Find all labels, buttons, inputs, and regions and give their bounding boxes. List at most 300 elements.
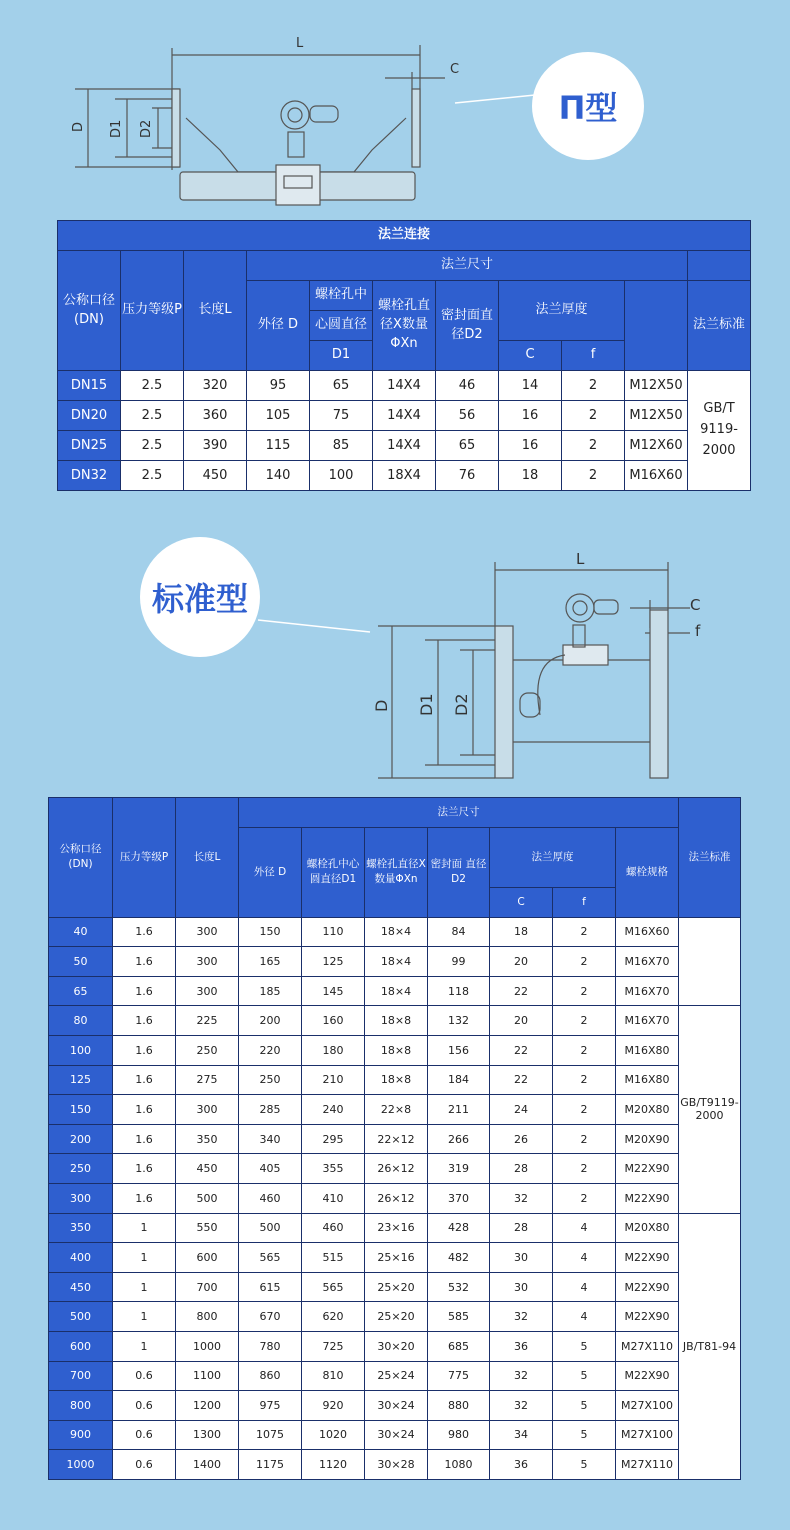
cell-f: 2 — [562, 371, 625, 401]
cell-length: 1300 — [176, 1420, 239, 1450]
cell-length: 250 — [176, 1035, 239, 1065]
cell-dn: 1000 — [49, 1450, 113, 1480]
cell-outer-d: 150 — [239, 917, 302, 947]
table-row — [49, 947, 741, 977]
cell-bolt-spec: M20X90 — [616, 1124, 679, 1154]
cell-dn: 600 — [49, 1331, 113, 1361]
cell-d1: 410 — [302, 1183, 365, 1213]
cell-f: 2 — [553, 1035, 616, 1065]
header-d1-c: D1 — [310, 341, 373, 371]
header-dn: 公称口径(DN) — [49, 798, 113, 918]
cell-standard — [679, 917, 741, 1006]
cell-d1: 355 — [302, 1154, 365, 1184]
cell-outer-d: 250 — [239, 1065, 302, 1095]
cell-length: 700 — [176, 1272, 239, 1302]
cell-c: 16 — [499, 431, 562, 461]
dim-D1: D1 — [417, 693, 436, 716]
cell-length: 360 — [184, 401, 247, 431]
cell-dn: 100 — [49, 1035, 113, 1065]
cell-d1: 565 — [302, 1272, 365, 1302]
cell-outer-d: 460 — [239, 1183, 302, 1213]
cell-d1: 725 — [302, 1331, 365, 1361]
cell-bolt-hole: 14X4 — [373, 431, 436, 461]
cell-c: 32 — [490, 1183, 553, 1213]
cell-seal-d2: 532 — [428, 1272, 490, 1302]
header-pressure: 压力等级P — [113, 798, 176, 918]
cell-seal-d2: 775 — [428, 1361, 490, 1391]
cell-bolt-hole: 25×20 — [365, 1302, 428, 1332]
cell-pressure: 1 — [113, 1213, 176, 1243]
cell-dn: 900 — [49, 1420, 113, 1450]
cell-length: 300 — [176, 917, 239, 947]
cell-pressure: 2.5 — [121, 461, 184, 491]
cell-bolt-hole: 18×4 — [365, 976, 428, 1006]
cell-dn: 700 — [49, 1361, 113, 1391]
cell-c: 30 — [490, 1272, 553, 1302]
cell-d1: 100 — [310, 461, 373, 491]
cell-d1: 240 — [302, 1095, 365, 1125]
header-outer-d: 外径 D — [247, 281, 310, 371]
cell-outer-d: 200 — [239, 1006, 302, 1036]
cell-seal-d2: 428 — [428, 1213, 490, 1243]
cell-seal-d2: 1080 — [428, 1450, 490, 1480]
cell-f: 5 — [553, 1450, 616, 1480]
cell-d1: 920 — [302, 1391, 365, 1421]
dim-D2: D2 — [452, 693, 471, 716]
cell-pressure: 1.6 — [113, 917, 176, 947]
cell-bolt-hole: 18×4 — [365, 917, 428, 947]
cell-pressure: 2.5 — [121, 431, 184, 461]
cell-outer-d: 340 — [239, 1124, 302, 1154]
cell-pressure: 1.6 — [113, 1124, 176, 1154]
cell-seal-d2: 46 — [436, 371, 499, 401]
header-thickness: 法兰厚度 — [499, 281, 625, 341]
cell-d1: 180 — [302, 1035, 365, 1065]
header-flange-size: 法兰尺寸 — [239, 798, 679, 828]
cell-c: 26 — [490, 1124, 553, 1154]
cell-c: 16 — [499, 401, 562, 431]
header-c: C — [490, 888, 553, 918]
cell-length: 500 — [176, 1183, 239, 1213]
cell-dn: 400 — [49, 1243, 113, 1273]
cell-f: 5 — [553, 1331, 616, 1361]
cell-dn: 50 — [49, 947, 113, 977]
cell-f: 2 — [553, 1154, 616, 1184]
cell-bolt-spec: M16X60 — [625, 461, 688, 491]
table-row — [49, 1243, 741, 1273]
cell-c: 22 — [490, 976, 553, 1006]
header-standard: 法兰标准 — [688, 281, 751, 371]
header-bolt-spec: 螺栓规格 — [616, 828, 679, 918]
cell-d1: 125 — [302, 947, 365, 977]
cell-bolt-hole: 26×12 — [365, 1154, 428, 1184]
cell-bolt-hole: 25×24 — [365, 1361, 428, 1391]
dim-D1: D1 — [109, 119, 124, 138]
cell-dn: 200 — [49, 1124, 113, 1154]
cell-d1: 1120 — [302, 1450, 365, 1480]
header-thickness: 法兰厚度 — [490, 828, 616, 888]
cell-dn: 350 — [49, 1213, 113, 1243]
cell-f: 2 — [562, 461, 625, 491]
cell-f: 5 — [553, 1361, 616, 1391]
cell-c: 28 — [490, 1154, 553, 1184]
table-row — [58, 371, 751, 401]
cell-bolt-spec: M27X100 — [616, 1391, 679, 1421]
header-standard: 法兰标准 — [679, 798, 741, 918]
cell-bolt-spec: M16X80 — [616, 1035, 679, 1065]
cell-bolt-spec: M16X70 — [616, 947, 679, 977]
cell-f: 2 — [553, 1124, 616, 1154]
cell-seal-d2: 184 — [428, 1065, 490, 1095]
header-seal-d2: 密封面 直径D2 — [428, 828, 490, 918]
cell-bolt-hole: 30×24 — [365, 1420, 428, 1450]
cell-pressure: 1.6 — [113, 1095, 176, 1125]
cell-d1: 75 — [310, 401, 373, 431]
dim-L: L — [296, 36, 304, 51]
cell-dn: 150 — [49, 1095, 113, 1125]
cell-bolt-hole: 26×12 — [365, 1183, 428, 1213]
cell-pressure: 1.6 — [113, 1035, 176, 1065]
cell-d1: 145 — [302, 976, 365, 1006]
cell-c: 18 — [499, 461, 562, 491]
cell-seal-d2: 370 — [428, 1183, 490, 1213]
cell-d1: 160 — [302, 1006, 365, 1036]
cell-length: 450 — [176, 1154, 239, 1184]
cell-pressure: 1 — [113, 1302, 176, 1332]
cell-bolt-hole: 18×4 — [365, 947, 428, 977]
table-row — [49, 1420, 741, 1450]
cell-bolt-spec: M16X70 — [616, 976, 679, 1006]
cell-f: 2 — [553, 947, 616, 977]
dim-L: L — [576, 550, 585, 568]
cell-f: 2 — [562, 431, 625, 461]
cell-d1: 810 — [302, 1361, 365, 1391]
cell-bolt-spec: M16X80 — [616, 1065, 679, 1095]
cell-bolt-spec: M16X60 — [616, 917, 679, 947]
table-row — [49, 1302, 741, 1332]
cell-pressure: 0.6 — [113, 1450, 176, 1480]
dim-f: f — [695, 622, 701, 640]
header-pressure: 压力等级P — [121, 251, 184, 371]
cell-pressure: 0.6 — [113, 1420, 176, 1450]
cell-dn: 800 — [49, 1391, 113, 1421]
cell-seal-d2: 585 — [428, 1302, 490, 1332]
cell-outer-d: 780 — [239, 1331, 302, 1361]
cell-length: 275 — [176, 1065, 239, 1095]
cell-bolt-hole: 18×8 — [365, 1065, 428, 1095]
header-flange-size: 法兰尺寸 — [247, 251, 688, 281]
cell-bolt-spec: M22X90 — [616, 1361, 679, 1391]
cell-seal-d2: 99 — [428, 947, 490, 977]
table-row — [58, 461, 751, 491]
cell-bolt-hole: 30×28 — [365, 1450, 428, 1480]
cell-outer-d: 165 — [239, 947, 302, 977]
cell-length: 320 — [184, 371, 247, 401]
cell-bolt-spec: M27X110 — [616, 1331, 679, 1361]
cell-seal-d2: 84 — [428, 917, 490, 947]
cell-length: 450 — [184, 461, 247, 491]
table-row — [49, 976, 741, 1006]
dim-D2: D2 — [139, 119, 154, 138]
header-bolt-hole: 螺栓孔直径X数量ΦXn — [365, 828, 428, 918]
cell-length: 800 — [176, 1302, 239, 1332]
table-row — [49, 1095, 741, 1125]
cell-pressure: 2.5 — [121, 401, 184, 431]
cell-f: 4 — [553, 1302, 616, 1332]
table-row — [49, 917, 741, 947]
cell-seal-d2: 132 — [428, 1006, 490, 1036]
cell-d1: 65 — [310, 371, 373, 401]
header-empty — [688, 251, 751, 281]
cell-f: 5 — [553, 1420, 616, 1450]
header-length: 长度L — [184, 251, 247, 371]
header-f: f — [553, 888, 616, 918]
cell-outer-d: 115 — [247, 431, 310, 461]
cell-pressure: 1.6 — [113, 947, 176, 977]
dim-D: D — [71, 121, 86, 132]
cell-bolt-hole: 25×16 — [365, 1243, 428, 1273]
cell-bolt-hole: 14X4 — [373, 371, 436, 401]
cell-length: 300 — [176, 947, 239, 977]
cell-dn: 65 — [49, 976, 113, 1006]
flange-connection-table — [57, 220, 751, 491]
cell-dn: 300 — [49, 1183, 113, 1213]
cell-length: 550 — [176, 1213, 239, 1243]
cell-seal-d2: 76 — [436, 461, 499, 491]
table-row — [49, 1154, 741, 1184]
header-bolt-spec — [625, 281, 688, 371]
cell-outer-d: 220 — [239, 1035, 302, 1065]
header-c: C — [499, 341, 562, 371]
cell-seal-d2: 56 — [436, 401, 499, 431]
cell-outer-d: 95 — [247, 371, 310, 401]
cell-f: 2 — [553, 976, 616, 1006]
cell-pressure: 1.6 — [113, 976, 176, 1006]
cell-c: 24 — [490, 1095, 553, 1125]
cell-pressure: 0.6 — [113, 1361, 176, 1391]
table-row — [49, 1065, 741, 1095]
cell-bolt-hole: 23×16 — [365, 1213, 428, 1243]
cell-seal-d2: 482 — [428, 1243, 490, 1273]
cell-outer-d: 185 — [239, 976, 302, 1006]
cell-bolt-spec: M12X50 — [625, 371, 688, 401]
cell-bolt-hole: 25×20 — [365, 1272, 428, 1302]
cell-c: 36 — [490, 1450, 553, 1480]
table-row — [49, 1272, 741, 1302]
cell-seal-d2: 980 — [428, 1420, 490, 1450]
header-seal-d2: 密封面直径D2 — [436, 281, 499, 371]
cell-bolt-hole: 18×8 — [365, 1006, 428, 1036]
table-row — [49, 1183, 741, 1213]
header-bolt-hole: 螺栓孔直径X数量ΦXn — [373, 281, 436, 371]
cell-d1: 85 — [310, 431, 373, 461]
cell-outer-d: 1075 — [239, 1420, 302, 1450]
cell-length: 1000 — [176, 1331, 239, 1361]
cell-dn: 450 — [49, 1272, 113, 1302]
cell-dn: 80 — [49, 1006, 113, 1036]
cell-f: 4 — [553, 1272, 616, 1302]
cell-dn: 500 — [49, 1302, 113, 1332]
cell-outer-d: 105 — [247, 401, 310, 431]
cell-dn: 125 — [49, 1065, 113, 1095]
cell-seal-d2: 319 — [428, 1154, 490, 1184]
cell-f: 5 — [553, 1391, 616, 1421]
cell-dn: DN32 — [58, 461, 121, 491]
cell-seal-d2: 211 — [428, 1095, 490, 1125]
cell-c: 20 — [490, 947, 553, 977]
pi-type-badge: Π型 — [532, 52, 644, 160]
pi-type-diagram — [0, 0, 790, 215]
cell-seal-d2: 685 — [428, 1331, 490, 1361]
table-row — [49, 1391, 741, 1421]
header-d1-b: 心圆直径 — [310, 311, 373, 341]
cell-bolt-hole: 22×8 — [365, 1095, 428, 1125]
cell-bolt-spec: M22X90 — [616, 1243, 679, 1273]
cell-standard: GB/T9119-2000 — [679, 1006, 741, 1213]
cell-f: 4 — [553, 1243, 616, 1273]
cell-f: 2 — [553, 1006, 616, 1036]
cell-outer-d: 285 — [239, 1095, 302, 1125]
cell-length: 350 — [176, 1124, 239, 1154]
dim-C: C — [690, 596, 701, 614]
cell-c: 36 — [490, 1331, 553, 1361]
cell-outer-d: 670 — [239, 1302, 302, 1332]
cell-length: 390 — [184, 431, 247, 461]
table-row — [49, 1361, 741, 1391]
cell-c: 32 — [490, 1361, 553, 1391]
cell-pressure: 1 — [113, 1331, 176, 1361]
cell-outer-d: 500 — [239, 1213, 302, 1243]
cell-dn: DN15 — [58, 371, 121, 401]
cell-c: 22 — [490, 1065, 553, 1095]
cell-bolt-spec: M22X90 — [616, 1272, 679, 1302]
cell-pressure: 1.6 — [113, 1006, 176, 1036]
table-row — [58, 401, 751, 431]
header-f: f — [562, 341, 625, 371]
cell-outer-d: 975 — [239, 1391, 302, 1421]
cell-pressure: 1 — [113, 1272, 176, 1302]
cell-f: 2 — [562, 401, 625, 431]
header-dn: 公称口径(DN) — [58, 251, 121, 371]
table-row — [49, 1035, 741, 1065]
header-length: 长度L — [176, 798, 239, 918]
header-outer-d: 外径 D — [239, 828, 302, 918]
cell-d1: 460 — [302, 1213, 365, 1243]
cell-bolt-spec: M12X60 — [625, 431, 688, 461]
cell-c: 30 — [490, 1243, 553, 1273]
cell-bolt-spec: M20X80 — [616, 1213, 679, 1243]
cell-f: 2 — [553, 1065, 616, 1095]
cell-d1: 295 — [302, 1124, 365, 1154]
cell-f: 2 — [553, 1095, 616, 1125]
cell-pressure: 1.6 — [113, 1154, 176, 1184]
header-d1: 螺栓孔中心圆直径D1 — [302, 828, 365, 918]
cell-c: 18 — [490, 917, 553, 947]
cell-f: 2 — [553, 917, 616, 947]
cell-f: 4 — [553, 1213, 616, 1243]
cell-outer-d: 1175 — [239, 1450, 302, 1480]
cell-d1: 620 — [302, 1302, 365, 1332]
cell-dn: 40 — [49, 917, 113, 947]
cell-bolt-hole: 22×12 — [365, 1124, 428, 1154]
cell-f: 2 — [553, 1183, 616, 1213]
cell-seal-d2: 65 — [436, 431, 499, 461]
cell-outer-d: 565 — [239, 1243, 302, 1273]
cell-bolt-spec: M22X90 — [616, 1183, 679, 1213]
cell-d1: 515 — [302, 1243, 365, 1273]
dim-D: D — [372, 699, 391, 712]
cell-d1: 210 — [302, 1065, 365, 1095]
cell-length: 600 — [176, 1243, 239, 1273]
cell-dn: 250 — [49, 1154, 113, 1184]
standard-flange-table — [48, 797, 741, 1480]
cell-bolt-spec: M16X70 — [616, 1006, 679, 1036]
cell-dn: DN25 — [58, 431, 121, 461]
cell-length: 1100 — [176, 1361, 239, 1391]
cell-c: 32 — [490, 1391, 553, 1421]
cell-bolt-spec: M27X110 — [616, 1450, 679, 1480]
table-row — [49, 1331, 741, 1361]
cell-d1: 110 — [302, 917, 365, 947]
cell-pressure: 1 — [113, 1243, 176, 1273]
cell-seal-d2: 156 — [428, 1035, 490, 1065]
dim-C: C — [450, 62, 460, 77]
cell-bolt-spec: M20X80 — [616, 1095, 679, 1125]
header-d1-a: 螺栓孔中 — [310, 281, 373, 311]
cell-pressure: 1.6 — [113, 1183, 176, 1213]
cell-bolt-hole: 14X4 — [373, 401, 436, 431]
cell-seal-d2: 266 — [428, 1124, 490, 1154]
cell-bolt-hole: 30×20 — [365, 1331, 428, 1361]
cell-length: 300 — [176, 1095, 239, 1125]
standard-type-diagram — [0, 530, 790, 790]
cell-c: 34 — [490, 1420, 553, 1450]
cell-length: 1400 — [176, 1450, 239, 1480]
table-row — [49, 1213, 741, 1243]
cell-bolt-spec: M22X90 — [616, 1302, 679, 1332]
cell-length: 225 — [176, 1006, 239, 1036]
cell-length: 1200 — [176, 1391, 239, 1421]
cell-outer-d: 860 — [239, 1361, 302, 1391]
cell-seal-d2: 880 — [428, 1391, 490, 1421]
cell-bolt-spec: M12X50 — [625, 401, 688, 431]
cell-standard: GB/T 9119-2000 — [688, 371, 751, 491]
cell-dn: DN20 — [58, 401, 121, 431]
cell-c: 28 — [490, 1213, 553, 1243]
cell-c: 32 — [490, 1302, 553, 1332]
table-row — [49, 1006, 741, 1036]
cell-bolt-spec: M27X100 — [616, 1420, 679, 1450]
cell-seal-d2: 118 — [428, 976, 490, 1006]
cell-bolt-spec: M22X90 — [616, 1154, 679, 1184]
cell-bolt-hole: 18X4 — [373, 461, 436, 491]
table-row — [58, 431, 751, 461]
table-row — [49, 1124, 741, 1154]
cell-bolt-hole: 30×24 — [365, 1391, 428, 1421]
cell-bolt-hole: 18×8 — [365, 1035, 428, 1065]
cell-outer-d: 615 — [239, 1272, 302, 1302]
cell-pressure: 2.5 — [121, 371, 184, 401]
cell-length: 300 — [176, 976, 239, 1006]
cell-c: 14 — [499, 371, 562, 401]
cell-pressure: 0.6 — [113, 1391, 176, 1421]
cell-pressure: 1.6 — [113, 1065, 176, 1095]
table-title: 法兰连接 — [58, 221, 751, 251]
cell-c: 22 — [490, 1035, 553, 1065]
table-row — [49, 1450, 741, 1480]
cell-d1: 1020 — [302, 1420, 365, 1450]
cell-standard: JB/T81-94 — [679, 1213, 741, 1479]
